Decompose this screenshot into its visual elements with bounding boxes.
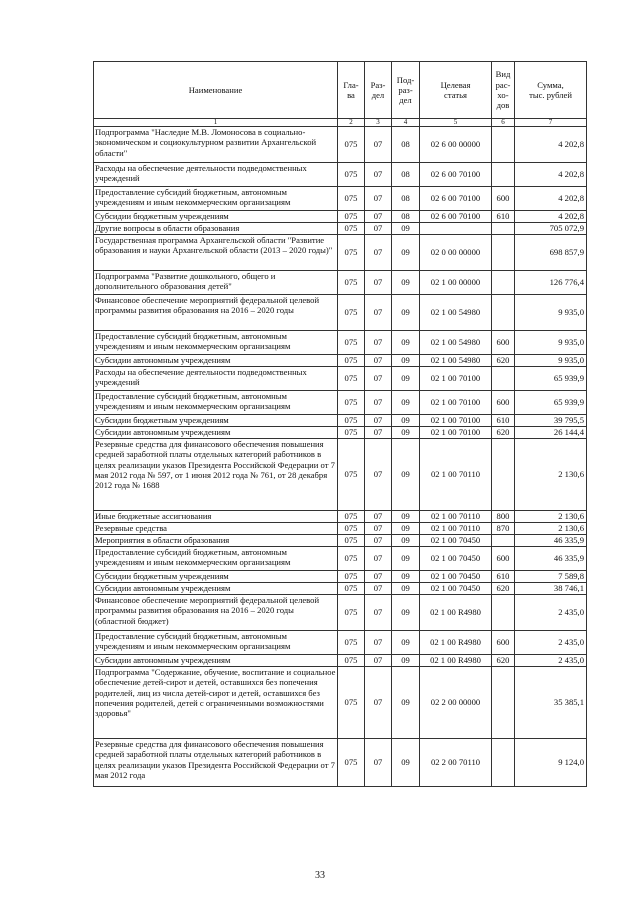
row-amount: 4 202,8: [515, 187, 587, 211]
row-target: 02 1 00 R4980: [420, 595, 492, 631]
row-subsection: 09: [392, 535, 420, 547]
budget-table: [93, 61, 587, 787]
row-section: 07: [365, 439, 392, 511]
row-chapter: 075: [338, 127, 365, 163]
row-subsection: 09: [392, 511, 420, 523]
row-chapter: 075: [338, 295, 365, 331]
row-subsection: 09: [392, 235, 420, 271]
row-target: 02 2 00 00000: [420, 667, 492, 739]
row-name: Государственная программа Архангельской области "Развитие образования и науки Архангельской области (2013 – 2020 годы)": [94, 235, 338, 271]
table-row: [94, 427, 587, 439]
table-row: [94, 547, 587, 571]
row-subsection: 09: [392, 655, 420, 667]
row-chapter: 075: [338, 439, 365, 511]
table-row: [94, 739, 587, 787]
table-row: [94, 655, 587, 667]
row-subsection: 09: [392, 391, 420, 415]
row-subsection: 09: [392, 547, 420, 571]
row-target: 02 1 00 70100: [420, 427, 492, 439]
row-expense-type: [492, 223, 515, 235]
row-section: 07: [365, 655, 392, 667]
table-row: [94, 223, 587, 235]
row-target: 02 6 00 70100: [420, 187, 492, 211]
row-target: 02 1 00 54980: [420, 295, 492, 331]
row-section: 07: [365, 223, 392, 235]
row-target: 02 0 00 00000: [420, 235, 492, 271]
row-name: Финансовое обеспечение мероприятий федеральной целевой программы развития образования на 2016 – 2020 годы: [94, 295, 338, 331]
row-section: 07: [365, 295, 392, 331]
table-body: [94, 127, 587, 787]
row-expense-type: 800: [492, 511, 515, 523]
row-section: 07: [365, 163, 392, 187]
row-target: 02 1 00 00000: [420, 271, 492, 295]
row-chapter: 075: [338, 535, 365, 547]
row-chapter: 075: [338, 163, 365, 187]
row-subsection: 09: [392, 367, 420, 391]
row-chapter: 075: [338, 631, 365, 655]
row-amount: 2 130,6: [515, 523, 587, 535]
row-amount: 7 589,8: [515, 571, 587, 583]
row-amount: 46 335,9: [515, 535, 587, 547]
row-target: 02 2 00 70110: [420, 739, 492, 787]
row-amount: 2 435,0: [515, 655, 587, 667]
row-subsection: 09: [392, 595, 420, 631]
row-section: 07: [365, 367, 392, 391]
row-target: 02 6 00 70100: [420, 163, 492, 187]
row-expense-type: 620: [492, 427, 515, 439]
table-row: [94, 235, 587, 271]
row-name: Финансовое обеспечение мероприятий федеральной целевой программы развития образования на 2016 – 2020 годы (областной бюджет): [94, 595, 338, 631]
row-amount: 698 857,9: [515, 235, 587, 271]
table-row: [94, 631, 587, 655]
row-section: 07: [365, 511, 392, 523]
row-chapter: 075: [338, 415, 365, 427]
row-chapter: 075: [338, 511, 365, 523]
row-target: 02 1 00 70110: [420, 523, 492, 535]
table-row: [94, 211, 587, 223]
row-name: Резервные средства для финансового обеспечения повышения средней заработной платы отдельных категорий работников в целях реализации указов Президента Российской Федерации от 7 мая 2012 года № 597, от 1 июня 2012 года № 761, от 28 декабря 2012 года № 1688: [94, 439, 338, 511]
column-number: 4: [392, 119, 420, 127]
table-row: [94, 523, 587, 535]
row-chapter: 075: [338, 187, 365, 211]
row-section: 07: [365, 271, 392, 295]
row-subsection: 08: [392, 163, 420, 187]
row-chapter: 075: [338, 391, 365, 415]
row-expense-type: [492, 367, 515, 391]
header-section: Раз- дел: [365, 62, 392, 119]
column-number: 6: [492, 119, 515, 127]
table-header-row: [94, 62, 587, 119]
row-chapter: 075: [338, 667, 365, 739]
row-amount: 126 776,4: [515, 271, 587, 295]
row-expense-type: 600: [492, 391, 515, 415]
row-expense-type: [492, 163, 515, 187]
row-chapter: 075: [338, 355, 365, 367]
row-name: Расходы на обеспечение деятельности подведомственных учреждений: [94, 367, 338, 391]
row-name: Подпрограмма "Наследие М.В. Ломоносова в социально-экономическом и социокультурном развитии Архангельской области": [94, 127, 338, 163]
row-name: Субсидии бюджетным учреждениям: [94, 211, 338, 223]
row-subsection: 09: [392, 271, 420, 295]
row-amount: 26 144,4: [515, 427, 587, 439]
row-name: Подпрограмма "Содержание, обучение, воспитание и социальное обеспечение детей-сирот и детей, оставшихся без попечения родителей, лиц из числа детей-сирот и детей, оставшихся без попечения родителей, детей с ограниченными возможностями здоровья": [94, 667, 338, 739]
column-number: 3: [365, 119, 392, 127]
row-section: 07: [365, 235, 392, 271]
row-target: 02 1 00 70100: [420, 391, 492, 415]
row-subsection: 09: [392, 631, 420, 655]
column-number: 7: [515, 119, 587, 127]
row-expense-type: 610: [492, 571, 515, 583]
row-section: 07: [365, 739, 392, 787]
table-row: [94, 511, 587, 523]
row-expense-type: [492, 127, 515, 163]
row-amount: 46 335,9: [515, 547, 587, 571]
row-section: 07: [365, 631, 392, 655]
row-target: 02 6 00 70100: [420, 211, 492, 223]
row-expense-type: 620: [492, 583, 515, 595]
row-section: 07: [365, 391, 392, 415]
row-name: Субсидии автономным учреждениям: [94, 655, 338, 667]
row-name: Резервные средства: [94, 523, 338, 535]
row-subsection: 09: [392, 355, 420, 367]
row-chapter: 075: [338, 211, 365, 223]
row-name: Субсидии автономным учреждениям: [94, 427, 338, 439]
column-number: 1: [94, 119, 338, 127]
row-amount: 2 435,0: [515, 631, 587, 655]
row-target: 02 1 00 R4980: [420, 631, 492, 655]
row-section: 07: [365, 187, 392, 211]
row-amount: 35 385,1: [515, 667, 587, 739]
row-target: 02 1 00 70450: [420, 571, 492, 583]
column-number: 2: [338, 119, 365, 127]
row-section: 07: [365, 415, 392, 427]
table-row: [94, 127, 587, 163]
page-number: 33: [315, 870, 325, 881]
row-expense-type: 600: [492, 331, 515, 355]
column-number: 5: [420, 119, 492, 127]
table-row: [94, 583, 587, 595]
table-row: [94, 667, 587, 739]
row-expense-type: [492, 295, 515, 331]
row-target: 02 1 00 70450: [420, 547, 492, 571]
row-subsection: 09: [392, 331, 420, 355]
row-name: Мероприятия в области образования: [94, 535, 338, 547]
row-amount: 65 939,9: [515, 391, 587, 415]
row-section: 07: [365, 331, 392, 355]
row-amount: 4 202,8: [515, 211, 587, 223]
row-expense-type: 610: [492, 211, 515, 223]
row-chapter: 075: [338, 739, 365, 787]
row-target: 02 1 00 54980: [420, 331, 492, 355]
row-name: Субсидии бюджетным учреждениям: [94, 415, 338, 427]
row-section: 07: [365, 667, 392, 739]
row-subsection: 09: [392, 523, 420, 535]
row-target: 02 1 00 54980: [420, 355, 492, 367]
row-amount: 9 935,0: [515, 355, 587, 367]
row-chapter: 075: [338, 367, 365, 391]
row-amount: 2 130,6: [515, 439, 587, 511]
header-amount: Сумма, тыс. рублей: [515, 62, 587, 119]
row-subsection: 09: [392, 439, 420, 511]
row-chapter: 075: [338, 523, 365, 535]
row-section: 07: [365, 547, 392, 571]
header-chapter: Гла- ва: [338, 62, 365, 119]
row-expense-type: 620: [492, 655, 515, 667]
header-name: Наименование: [94, 62, 338, 119]
row-chapter: 075: [338, 595, 365, 631]
row-subsection: 09: [392, 571, 420, 583]
table-row: [94, 535, 587, 547]
row-target: 02 1 00 70110: [420, 439, 492, 511]
row-chapter: 075: [338, 427, 365, 439]
table-row: [94, 163, 587, 187]
row-section: 07: [365, 211, 392, 223]
row-subsection: 09: [392, 427, 420, 439]
row-name: Субсидии бюджетным учреждениям: [94, 571, 338, 583]
row-subsection: 09: [392, 739, 420, 787]
row-subsection: 09: [392, 583, 420, 595]
row-target: 02 1 00 70450: [420, 535, 492, 547]
row-expense-type: 610: [492, 415, 515, 427]
row-target: 02 1 00 70100: [420, 415, 492, 427]
row-amount: 705 072,9: [515, 223, 587, 235]
row-chapter: 075: [338, 223, 365, 235]
row-target: [420, 223, 492, 235]
row-expense-type: [492, 667, 515, 739]
row-amount: 4 202,8: [515, 163, 587, 187]
row-target: 02 1 00 R4980: [420, 655, 492, 667]
table-row: [94, 391, 587, 415]
row-amount: 39 795,5: [515, 415, 587, 427]
row-amount: 2 130,6: [515, 511, 587, 523]
row-name: Субсидии автономным учреждениям: [94, 355, 338, 367]
row-chapter: 075: [338, 331, 365, 355]
table-row: [94, 187, 587, 211]
table-row: [94, 439, 587, 511]
row-chapter: 075: [338, 571, 365, 583]
row-expense-type: [492, 235, 515, 271]
row-name: Расходы на обеспечение деятельности подведомственных учреждений: [94, 163, 338, 187]
row-name: Другие вопросы в области образования: [94, 223, 338, 235]
row-expense-type: 870: [492, 523, 515, 535]
row-expense-type: [492, 271, 515, 295]
row-expense-type: [492, 535, 515, 547]
row-expense-type: 600: [492, 547, 515, 571]
row-name: Предоставление субсидий бюджетным, автономным учреждениям и иным некоммерческим организациям: [94, 547, 338, 571]
row-subsection: 09: [392, 415, 420, 427]
row-subsection: 09: [392, 223, 420, 235]
row-chapter: 075: [338, 655, 365, 667]
row-name: Предоставление субсидий бюджетным, автономным учреждениям и иным некоммерческим организациям: [94, 331, 338, 355]
row-subsection: 09: [392, 667, 420, 739]
table-row: [94, 595, 587, 631]
row-expense-type: 600: [492, 187, 515, 211]
table-row: [94, 367, 587, 391]
row-chapter: 075: [338, 271, 365, 295]
row-target: 02 1 00 70450: [420, 583, 492, 595]
row-amount: 65 939,9: [515, 367, 587, 391]
row-target: 02 1 00 70100: [420, 367, 492, 391]
row-section: 07: [365, 523, 392, 535]
row-subsection: 08: [392, 127, 420, 163]
row-expense-type: 620: [492, 355, 515, 367]
row-section: 07: [365, 571, 392, 583]
column-number-row: [94, 119, 587, 127]
row-section: 07: [365, 355, 392, 367]
row-target: 02 1 00 70110: [420, 511, 492, 523]
table-row: [94, 415, 587, 427]
header-target: Целевая статья: [420, 62, 492, 119]
row-name: Предоставление субсидий бюджетным, автономным учреждениям и иным некоммерческим организациям: [94, 631, 338, 655]
row-expense-type: [492, 439, 515, 511]
budget-table-container: [93, 61, 586, 787]
row-section: 07: [365, 127, 392, 163]
header-expense-type: Вид рас- хо- дов: [492, 62, 515, 119]
row-chapter: 075: [338, 235, 365, 271]
row-name: Предоставление субсидий бюджетным, автономным учреждениям и иным некоммерческим организациям: [94, 187, 338, 211]
row-subsection: 08: [392, 187, 420, 211]
row-name: Резервные средства для финансового обеспечения повышения средней заработной платы отдельных категорий работников в целях реализации указов Президента Российской Федерации от 7 мая 2012 года: [94, 739, 338, 787]
table-row: [94, 355, 587, 367]
row-subsection: 09: [392, 295, 420, 331]
row-amount: 9 935,0: [515, 295, 587, 331]
row-amount: 9 124,0: [515, 739, 587, 787]
row-chapter: 075: [338, 547, 365, 571]
row-expense-type: [492, 595, 515, 631]
row-name: Подпрограмма "Развитие дошкольного, общего и дополнительного образования детей": [94, 271, 338, 295]
row-amount: 4 202,8: [515, 127, 587, 163]
row-expense-type: [492, 739, 515, 787]
row-amount: 9 935,0: [515, 331, 587, 355]
row-amount: 2 435,0: [515, 595, 587, 631]
table-row: [94, 295, 587, 331]
table-row: [94, 571, 587, 583]
row-section: 07: [365, 595, 392, 631]
row-name: Иные бюджетные ассигнования: [94, 511, 338, 523]
row-section: 07: [365, 583, 392, 595]
table-row: [94, 331, 587, 355]
row-expense-type: 600: [492, 631, 515, 655]
row-name: Предоставление субсидий бюджетным, автономным учреждениям и иным некоммерческим организациям: [94, 391, 338, 415]
header-subsection: Под- раз- дел: [392, 62, 420, 119]
table-row: [94, 271, 587, 295]
row-name: Субсидии автономным учреждениям: [94, 583, 338, 595]
row-section: 07: [365, 535, 392, 547]
row-section: 07: [365, 427, 392, 439]
row-amount: 38 746,1: [515, 583, 587, 595]
row-subsection: 08: [392, 211, 420, 223]
row-target: 02 6 00 00000: [420, 127, 492, 163]
row-chapter: 075: [338, 583, 365, 595]
